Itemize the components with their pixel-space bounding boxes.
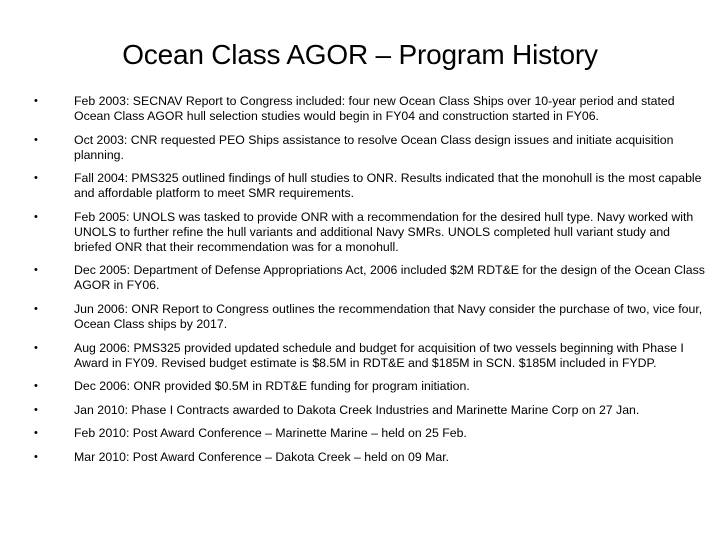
bullet-item: [34, 263, 706, 293]
bullet-dot-icon: •: [34, 172, 38, 185]
bullet-item: [34, 403, 706, 418]
bullet-item: [34, 210, 706, 255]
bullet-item: [34, 302, 706, 332]
bullet-dot-icon: •: [34, 95, 38, 107]
bullet-text: Jan 2010: Phase I Contracts awarded to Dakota Creek Industries and Marinette Marine Corp on 27 Jan.: [74, 402, 640, 417]
bullet-dot-icon: •: [34, 210, 38, 223]
bullet-text: Dec 2006: ONR provided $0.5M in RDT&E funding for program initiation.: [74, 379, 470, 394]
bullet-dot-icon: •: [34, 264, 38, 277]
bullet-dot-icon: •: [34, 133, 38, 146]
bullet-dot-icon: •: [34, 403, 38, 416]
bullet-text: Mar 2010: Post Award Conference – Dakota Creek – held on 09 Mar.: [74, 449, 450, 464]
bullet-text: Oct 2003: CNR requested PEO Ships assistance to resolve Ocean Class design issues and initiate acquisition planning.: [74, 132, 674, 162]
bullet-dot-icon: •: [34, 380, 38, 393]
bullet-dot-icon: •: [34, 427, 38, 440]
bullet-item: [34, 171, 706, 201]
bullet-text: Feb 2010: Post Award Conference – Marinette Marine – held on 25 Feb.: [74, 426, 467, 441]
bullet-item: [34, 133, 706, 163]
bullet-text: Aug 2006: PMS325 provided updated schedule and budget for acquisition of two vessels beginning with Phase I Award in FY09. Revised budget estimate is $8.5M in RDT&E and $185M in SCN. $185M included in FYDP.: [74, 340, 684, 370]
slide-title: Ocean Class AGOR – Program History: [122, 39, 598, 70]
bullet-text: Fall 2004: PMS325 outlined findings of hull studies to ONR. Results indicated that the monohull is the most capable and affordable platform to meet SMR requirements.: [74, 171, 702, 201]
bullet-text: Feb 2003: SECNAV Report to Congress included: four new Ocean Class Ships over 10-year period and stated Ocean Class AGOR hull selection studies would begin in FY04 and construction started in FY06.: [74, 94, 675, 123]
bullet-dot-icon: •: [34, 302, 38, 315]
bullet-dot-icon: •: [34, 341, 38, 354]
bullet-text: Dec 2005: Department of Defense Appropriations Act, 2006 included $2M RDT&E for the design of the Ocean Class AGOR in FY06.: [74, 263, 705, 293]
bullet-item: [34, 94, 706, 124]
bullet-item: [34, 341, 706, 371]
bullet-text: Feb 2005: UNOLS was tasked to provide ONR with a recommendation for the desired hull type. Navy worked with UNOLS to further refine the hull variants and additional Navy SMRs. UNOLS completed hull variant study and briefed ONR that their recommendation was for a monohull.: [74, 209, 694, 254]
bullet-text: Jun 2006: ONR Report to Congress outlines the recommendation that Navy consider the purchase of two, vice four, Ocean Class ships by 2017.: [74, 301, 703, 331]
bullet-item: [34, 426, 706, 441]
bullet-item: [34, 379, 706, 394]
bullet-item: [34, 450, 706, 465]
bullet-dot-icon: •: [34, 450, 38, 463]
bullet-list: [34, 94, 706, 474]
